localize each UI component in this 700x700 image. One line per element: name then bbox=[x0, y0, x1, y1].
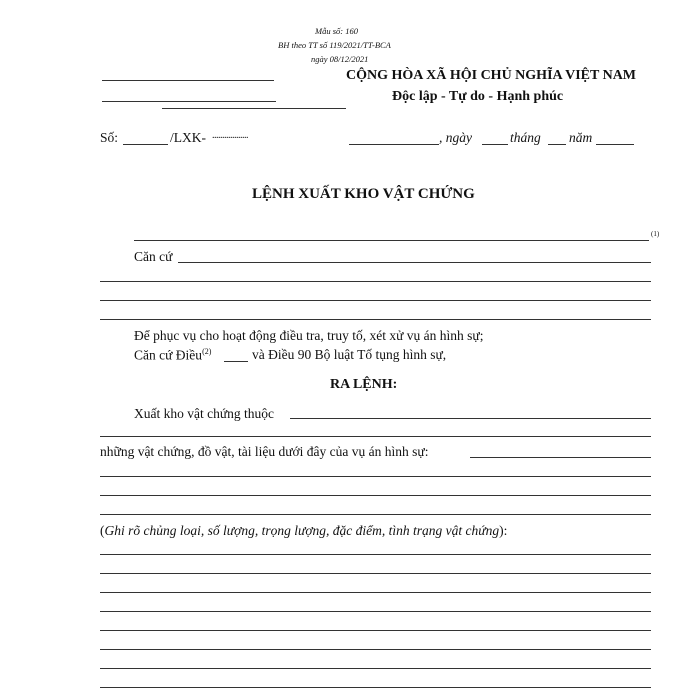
ngay-blank bbox=[482, 144, 508, 145]
note-1-marker: (1) bbox=[651, 230, 660, 238]
purpose-text: Để phục vụ cho hoạt động điều tra, truy tố, xét xử vụ án hình sự; bbox=[134, 328, 484, 343]
form-number: Mẫu số: 160 bbox=[315, 26, 358, 36]
blank-line-9 bbox=[100, 554, 651, 555]
so-blank bbox=[123, 144, 168, 145]
can-cu-dieu-text bbox=[134, 347, 211, 364]
agency-line-1 bbox=[102, 80, 274, 81]
thang-label: tháng bbox=[510, 130, 541, 145]
lxk-label: /LXK- bbox=[170, 130, 206, 145]
blank-line-3 bbox=[100, 300, 651, 301]
detail-instruction bbox=[100, 523, 507, 539]
thang-blank bbox=[548, 144, 566, 145]
dieu-90-text: và Điều 90 Bộ luật Tố tụng hình sự, bbox=[252, 347, 447, 362]
order-heading: RA LỆNH: bbox=[330, 377, 398, 392]
detail-italic: Ghi rõ chủng loại, số lượng, trọng lượng, đặc điểm, tình trạng vật chứng bbox=[104, 523, 500, 538]
dieu-blank bbox=[224, 361, 248, 362]
nam-label: năm bbox=[569, 130, 593, 145]
agency-line-3 bbox=[162, 108, 346, 109]
agency-line-2 bbox=[102, 101, 276, 102]
blank-line-8 bbox=[100, 514, 651, 515]
blank-line-2 bbox=[100, 281, 651, 282]
place-blank bbox=[349, 144, 439, 145]
xuat-kho-blank bbox=[290, 418, 651, 419]
nam-blank bbox=[596, 144, 634, 145]
blank-line-4 bbox=[100, 319, 651, 320]
blank-line-14 bbox=[100, 649, 651, 650]
blank-line-7 bbox=[100, 495, 651, 496]
detail-open: ( bbox=[100, 523, 105, 538]
motto: Độc lập - Tự do - Hạnh phúc bbox=[392, 89, 564, 104]
detail-close: ): bbox=[499, 523, 508, 538]
ngay-label: , ngày bbox=[439, 130, 472, 145]
blank-line-5 bbox=[100, 436, 651, 437]
blank-line-1 bbox=[134, 240, 649, 241]
blank-line-10 bbox=[100, 573, 651, 574]
can-cu-dieu-label: Căn cứ Điều bbox=[134, 347, 203, 363]
blank-line-16 bbox=[100, 687, 651, 688]
country-header: CỘNG HÒA XÃ HỘI CHỦ NGHĨA VIỆT NAM bbox=[346, 68, 637, 83]
blank-line-11 bbox=[100, 592, 651, 593]
document-title: LỆNH XUẤT KHO VẬT CHỨNG bbox=[252, 186, 475, 202]
can-cu-label: Căn cứ bbox=[134, 249, 173, 264]
items-text: những vật chứng, đồ vật, tài liệu dưới đây của vụ án hình sự: bbox=[100, 444, 429, 459]
form-issued-by: BH theo TT số 119/2021/TT-BCA bbox=[278, 40, 391, 50]
xuat-kho-label: Xuất kho vật chứng thuộc bbox=[134, 406, 275, 421]
blank-line-12 bbox=[100, 611, 651, 612]
blank-line-6 bbox=[100, 476, 651, 477]
note-2-marker: (2) bbox=[202, 347, 212, 356]
blank-line-13 bbox=[100, 630, 651, 631]
lxk-dots: .................. bbox=[212, 130, 248, 141]
can-cu-blank bbox=[178, 262, 651, 263]
so-label: Số: bbox=[100, 130, 119, 145]
blank-line-15 bbox=[100, 668, 651, 669]
items-blank bbox=[470, 457, 651, 458]
form-date: ngày 08/12/2021 bbox=[311, 54, 369, 64]
